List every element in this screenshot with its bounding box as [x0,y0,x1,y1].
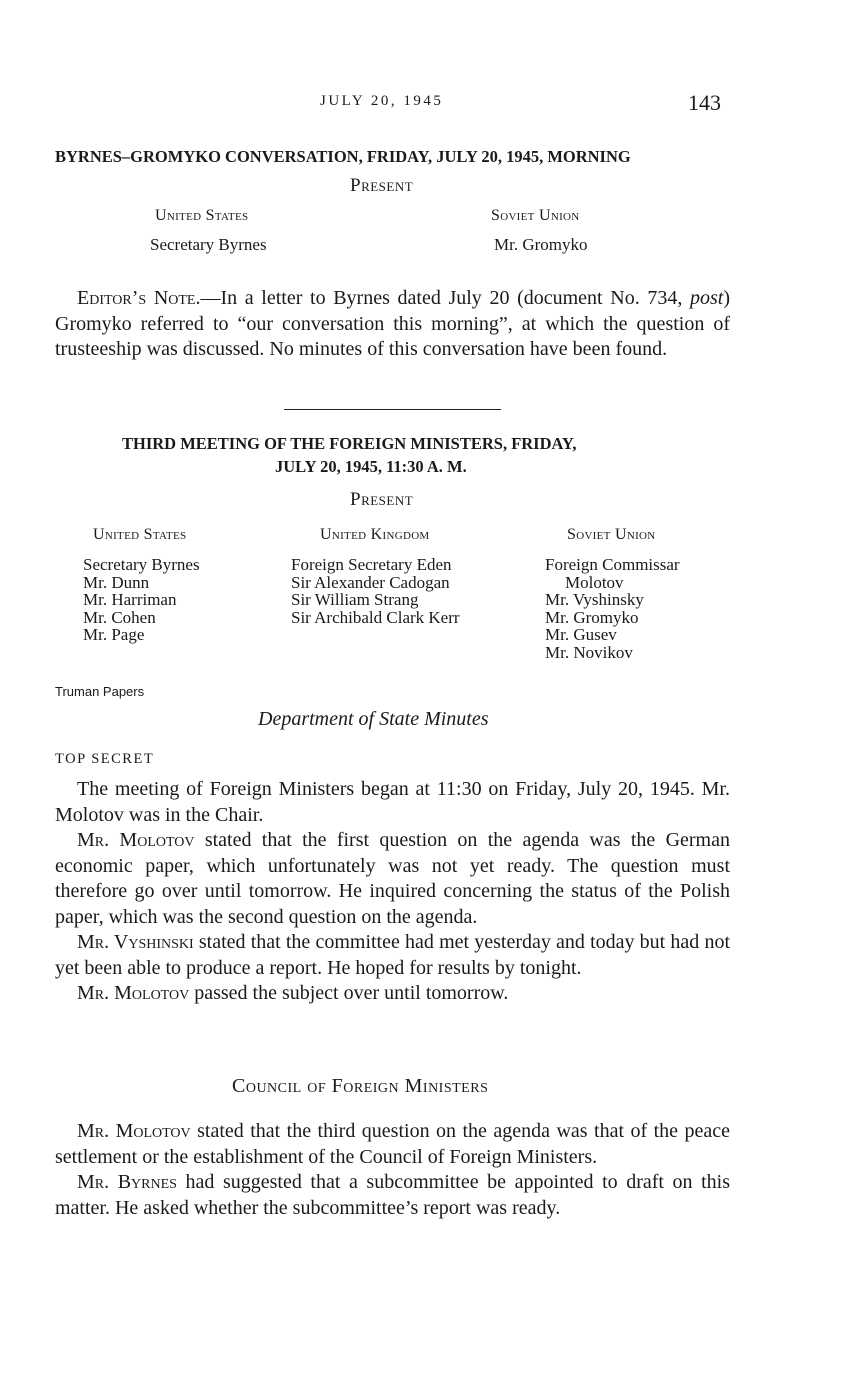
paragraph [55,1170,730,1221]
paragraph-text: stated that the committee had met yesterday and today but had not yet been able to produce a report. He hoped for results by tonight. [55,931,730,979]
column-heading-united-states: United States [155,207,249,224]
attendee-list-united-kingdom [291,556,460,626]
minutes-body [55,777,730,1007]
attendee-name: Sir Archibald Clark Kerr [291,607,460,627]
editors-note [55,286,730,363]
paragraph-text: had suggested that a subcommittee be appointed to draft on this matter. He asked whether the subcommittee’s report was ready. [55,1171,730,1219]
attendee-name: Secretary Byrnes [150,235,267,254]
attendee-name: Sir Alexander Cadogan [291,572,450,592]
speaker-name: Mr. Molotov [77,982,190,1004]
editors-note-text: In a letter to Byrnes dated July 20 (document No. 734, [220,287,690,309]
attendee-name: Mr. Page [83,625,145,645]
subsection-heading-council: Council of Foreign Ministers [232,1075,489,1097]
column-heading-soviet-union: Soviet Union [567,526,656,543]
classification-label: TOP SECRET [55,751,155,767]
attendee-name: Mr. Gromyko [494,235,588,254]
minutes-body-continued [55,1119,730,1221]
attendee-name: Mr. Gusev [545,625,617,645]
attendee-name: Mr. Vyshinsky [545,590,644,610]
column-heading-united-states: United States [93,526,187,543]
section-title-byrnes-gromyko: BYRNES–GROMYKO CONVERSATION, FRIDAY, JULY 20, 1945, MORNING [55,147,631,166]
paragraph-text: passed the subject over until tomorrow. [189,982,509,1004]
attendee-name: Foreign Secretary Eden [291,555,452,574]
paragraph [55,930,730,981]
section-title-third-meeting: THIRD MEETING OF THE FOREIGN MINISTERS, FRIDAY, [122,434,577,453]
attendee-name: Molotov [565,572,624,592]
page-number: 143 [688,90,721,115]
running-head: JULY 20, 1945 [320,93,444,109]
section-title-third-meeting-date: JULY 20, 1945, 11:30 A. M. [275,457,467,476]
speaker-name: Mr. Vyshinski [77,931,194,953]
attendee-name: Mr. Cohen [83,607,156,627]
paragraph-text: stated that the first question on the agenda was the German economic paper, which unfortunately was not yet ready. The question must therefore go over until tomorrow. He inquired concerning the status of the Polish paper, which was the second question on the agenda. [55,829,730,928]
speaker-name: Mr. Molotov [77,829,195,851]
editors-note-dash: — [200,287,221,309]
attendee-name: Mr. Gromyko [545,607,639,627]
attendee-name: Sir William Strang [291,590,419,610]
attendee-name: Mr. Harriman [83,590,177,610]
attendee-name: Secretary Byrnes [83,555,200,574]
paragraph [55,981,730,1007]
paragraph [55,828,730,930]
speaker-name: Mr. Molotov [77,1120,191,1142]
minutes-title: Department of State Minutes [258,708,489,730]
editors-note-post: post [689,287,724,309]
editors-note-text: ) Gromyko referred to “our conversation this morning”, at which the question of trusteeship was discussed. No minutes of this conversation have been found. [55,287,730,360]
editors-note-label: Editor’s Note. [77,287,201,309]
present-label: Present [350,489,414,510]
attendee-name: Mr. Dunn [83,572,150,592]
attendee-list-soviet-union [545,556,680,662]
attendee-name: Foreign Commissar [545,555,680,574]
speaker-name: Mr. Byrnes [77,1171,177,1193]
present-label: Present [350,175,414,196]
paragraph [55,1119,730,1170]
section-divider [284,409,501,410]
column-heading-soviet-union: Soviet Union [491,207,580,224]
paragraph-text: stated that the third question on the agenda was that of the peace settlement or the establishment of the Council of Foreign Ministers. [55,1120,730,1168]
paragraph: The meeting of Foreign Ministers began at 11:30 on Friday, July 20, 1945. Mr. Molotov was in the Chair. [55,778,730,826]
column-heading-united-kingdom: United Kingdom [320,526,430,543]
attendee-name: Mr. Novikov [545,642,633,662]
attendee-list-united-states [83,556,200,644]
source-label: Truman Papers [55,684,145,699]
